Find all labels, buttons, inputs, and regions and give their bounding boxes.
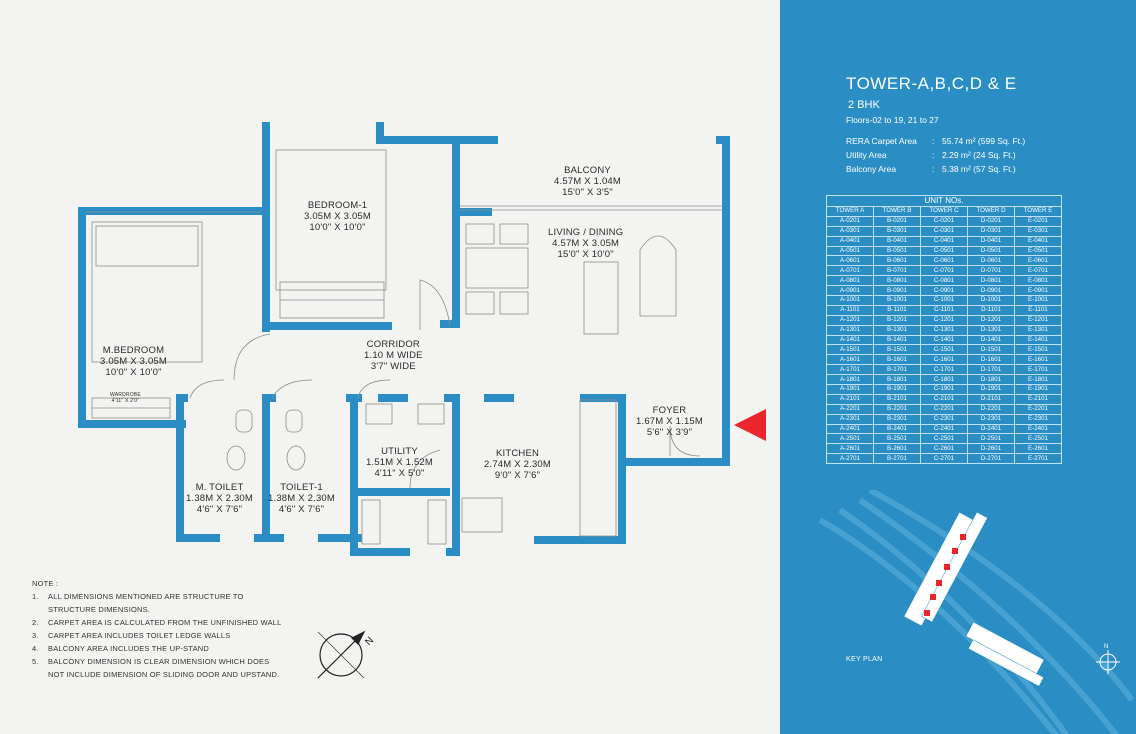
table-cell: C-0301 (921, 226, 968, 236)
table-cell: B-1701 (874, 365, 921, 375)
table-cell: C-2301 (921, 414, 968, 424)
table-cell: C-1301 (921, 325, 968, 335)
table-row (827, 315, 1062, 325)
key-plan-north-icon (1096, 650, 1120, 674)
key-plan-label: KEY PLAN (846, 656, 883, 663)
table-cell: D-1201 (968, 315, 1015, 325)
table-cell: B-1801 (874, 375, 921, 385)
table-cell: B-1901 (874, 385, 921, 395)
kitchen-label: KITCHEN 2.74M X 2.30M 9'0" X 7'6" (484, 448, 552, 481)
key-plan-north-label: N (1104, 644, 1109, 650)
table-cell: C-0801 (921, 276, 968, 286)
table-cell: A-1501 (827, 345, 874, 355)
table-cell: B-1601 (874, 355, 921, 365)
table-cell: B-0201 (874, 216, 921, 226)
table-cell: E-1301 (1015, 325, 1062, 335)
table-cell: A-1201 (827, 315, 874, 325)
floors-label: Floors-02 to 19, 21 to 27 (846, 115, 939, 125)
table-row (827, 286, 1062, 296)
table-row (827, 325, 1062, 335)
table-cell: C-0201 (921, 216, 968, 226)
table-cell: C-0601 (921, 256, 968, 266)
table-cell: A-1301 (827, 325, 874, 335)
table-cell: D-2101 (968, 394, 1015, 404)
table-cell: D-1401 (968, 335, 1015, 345)
table-cell: A-0301 (827, 226, 874, 236)
table-row (827, 414, 1062, 424)
table-row (827, 266, 1062, 276)
table-cell: C-2601 (921, 444, 968, 454)
table-header-cell: TOWER D (968, 207, 1015, 217)
table-cell: A-0501 (827, 246, 874, 256)
table-cell: D-1301 (968, 325, 1015, 335)
table-cell: D-0401 (968, 236, 1015, 246)
table-caption: UNIT NOs. (827, 196, 1062, 207)
table-cell: C-2501 (921, 434, 968, 444)
table-cell: E-0401 (1015, 236, 1062, 246)
table-cell: D-0601 (968, 256, 1015, 266)
table-cell: E-1401 (1015, 335, 1062, 345)
table-cell: D-2601 (968, 444, 1015, 454)
table-cell: D-0201 (968, 216, 1015, 226)
table-cell: B-0301 (874, 226, 921, 236)
table-cell: B-0701 (874, 266, 921, 276)
table-cell: B-2301 (874, 414, 921, 424)
table-cell: D-0501 (968, 246, 1015, 256)
table-cell: C-1101 (921, 305, 968, 315)
table-cell: E-0301 (1015, 226, 1062, 236)
table-cell: A-2501 (827, 434, 874, 444)
foyer-label: FOYER 1.67M X 1.15M 5'6" X 3'9" (636, 405, 704, 438)
table-row (827, 236, 1062, 246)
table-cell: E-2301 (1015, 414, 1062, 424)
key-plan-drawing (780, 490, 1136, 734)
table-cell: B-0901 (874, 286, 921, 296)
table-cell: D-1601 (968, 355, 1015, 365)
table-cell: E-2701 (1015, 454, 1062, 464)
table-cell: E-1801 (1015, 375, 1062, 385)
table-cell: D-2501 (968, 434, 1015, 444)
table-cell: D-2301 (968, 414, 1015, 424)
table-row (827, 394, 1062, 404)
bedroom1-label: BEDROOM-1 3.05M X 3.05M 10'0" X 10'0" (304, 200, 372, 233)
table-cell: A-0701 (827, 266, 874, 276)
table-cell: A-1701 (827, 365, 874, 375)
table-cell: E-0901 (1015, 286, 1062, 296)
table-cell: A-0901 (827, 286, 874, 296)
area-row-balcony: Balcony Area : 5.38 m² (57 Sq. Ft.) (846, 164, 1016, 174)
table-cell: B-1401 (874, 335, 921, 345)
table-cell: E-2401 (1015, 424, 1062, 434)
table-cell: B-2601 (874, 444, 921, 454)
table-header-cell: TOWER A (827, 207, 874, 217)
table-cell: A-1101 (827, 305, 874, 315)
table-cell: C-2401 (921, 424, 968, 434)
table-cell: C-0901 (921, 286, 968, 296)
table-cell: A-0801 (827, 276, 874, 286)
table-cell: B-0401 (874, 236, 921, 246)
table-cell: E-0201 (1015, 216, 1062, 226)
table-cell: C-1601 (921, 355, 968, 365)
table-cell: A-0201 (827, 216, 874, 226)
table-cell: A-1601 (827, 355, 874, 365)
table-cell: A-2201 (827, 404, 874, 414)
table-cell: E-1601 (1015, 355, 1062, 365)
note-item: 2. CARPET AREA IS CALCULATED FROM THE UNFINISHED WALL (32, 618, 282, 627)
table-cell: D-2401 (968, 424, 1015, 434)
toilet1-label: TOILET-1 1.38M X 2.30M 4'6" X 7'6" (268, 482, 336, 515)
table-row (827, 305, 1062, 315)
table-row (827, 385, 1062, 395)
table-cell: D-1901 (968, 385, 1015, 395)
note-item: 4. BALCONY AREA INCLUDES THE UP-STAND (32, 644, 210, 653)
table-cell: D-1701 (968, 365, 1015, 375)
table-cell: B-1101 (874, 305, 921, 315)
table-cell: B-0501 (874, 246, 921, 256)
table-cell: A-1001 (827, 296, 874, 306)
table-cell: E-1501 (1015, 345, 1062, 355)
utility-label: UTILITY 1.51M X 1.52M 4'11" X 5'0" (366, 446, 434, 479)
note-item: 1. ALL DIMENSIONS MENTIONED ARE STRUCTURE TO (32, 592, 244, 601)
compass-north-label: N (363, 635, 377, 648)
wardrobe-label: WARDROBE 4'11" X 2'0" (110, 392, 141, 404)
table-cell: B-1301 (874, 325, 921, 335)
table-row (827, 296, 1062, 306)
table-cell: A-1801 (827, 375, 874, 385)
bhk-label: 2 BHK (848, 99, 880, 111)
table-cell: D-0801 (968, 276, 1015, 286)
table-cell: E-1901 (1015, 385, 1062, 395)
table-cell: C-0501 (921, 246, 968, 256)
note-item: 5. BALCONY DIMENSION IS CLEAR DIMENSION WHICH DOES (32, 657, 270, 666)
table-cell: C-0401 (921, 236, 968, 246)
table-cell: A-1401 (827, 335, 874, 345)
table-cell: B-1201 (874, 315, 921, 325)
table-cell: D-1501 (968, 345, 1015, 355)
table-row (827, 246, 1062, 256)
table-header-cell: TOWER C (921, 207, 968, 217)
table-cell: C-0701 (921, 266, 968, 276)
table-cell: B-0801 (874, 276, 921, 286)
table-cell: B-2701 (874, 454, 921, 464)
unit-numbers-table (826, 195, 1062, 464)
table-cell: D-2201 (968, 404, 1015, 414)
master-bedroom-label: M.BEDROOM 3.05M X 3.05M 10'0" X 10'0" (100, 345, 168, 378)
table-header-cell: TOWER B (874, 207, 921, 217)
table-cell: A-2401 (827, 424, 874, 434)
table-cell: C-2701 (921, 454, 968, 464)
table-cell: E-0601 (1015, 256, 1062, 266)
table-cell: E-1701 (1015, 365, 1062, 375)
corridor-label: CORRIDOR 1.10 M WIDE 3'7" WIDE (364, 339, 423, 372)
table-cell: E-0501 (1015, 246, 1062, 256)
table-cell: D-1801 (968, 375, 1015, 385)
table-cell: C-2201 (921, 404, 968, 414)
compass-icon (318, 632, 364, 678)
table-cell: B-2201 (874, 404, 921, 414)
table-header-cell: TOWER E (1015, 207, 1062, 217)
table-cell: B-2501 (874, 434, 921, 444)
table-row (827, 434, 1062, 444)
table-cell: E-2101 (1015, 394, 1062, 404)
info-panel (780, 0, 1136, 734)
table-cell: D-1101 (968, 305, 1015, 315)
tower-title: TOWER-A,B,C,D & E (846, 74, 1017, 93)
master-toilet-label: M. TOILET 1.38M X 2.30M 4'6" X 7'6" (186, 482, 254, 515)
table-cell: B-0601 (874, 256, 921, 266)
table-cell: C-1501 (921, 345, 968, 355)
table-row (827, 216, 1062, 226)
table-row (827, 365, 1062, 375)
table-header-row (827, 207, 1062, 217)
table-cell: C-1801 (921, 375, 968, 385)
table-cell: D-0901 (968, 286, 1015, 296)
key-plan-buildings (904, 512, 1044, 686)
table-cell: C-1001 (921, 296, 968, 306)
note-item: 3. CARPET AREA INCLUDES TOILET LEDGE WALLS (32, 631, 231, 640)
living-dining-label: LIVING / DINING 4.57M X 3.05M 15'0" X 10'0" (548, 227, 624, 260)
table-cell: E-0801 (1015, 276, 1062, 286)
table-cell: E-2501 (1015, 434, 1062, 444)
table-cell: A-2701 (827, 454, 874, 464)
table-row (827, 276, 1062, 286)
table-row (827, 355, 1062, 365)
table-cell: E-2601 (1015, 444, 1062, 454)
table-cell: D-2701 (968, 454, 1015, 464)
table-row (827, 404, 1062, 414)
table-cell: C-1201 (921, 315, 968, 325)
table-cell: A-2101 (827, 394, 874, 404)
table-cell: D-0701 (968, 266, 1015, 276)
balcony-label: BALCONY 4.57M X 1.04M 15'0" X 3'5" (554, 165, 622, 198)
table-row (827, 444, 1062, 454)
entrance-arrow-icon (734, 409, 766, 441)
table-row (827, 256, 1062, 266)
table-cell: A-1901 (827, 385, 874, 395)
table-cell: B-2101 (874, 394, 921, 404)
table-cell: C-2101 (921, 394, 968, 404)
table-row (827, 375, 1062, 385)
table-cell: C-1401 (921, 335, 968, 345)
table-cell: A-2301 (827, 414, 874, 424)
table-row (827, 335, 1062, 345)
note-item: STRUCTURE DIMENSIONS. (48, 605, 151, 614)
table-cell: A-0401 (827, 236, 874, 246)
table-cell: A-0601 (827, 256, 874, 266)
area-row-utility: Utility Area : 2.29 m² (24 Sq. Ft.) (846, 150, 1016, 160)
table-row (827, 424, 1062, 434)
table-cell: E-1201 (1015, 315, 1062, 325)
table-cell: E-1001 (1015, 296, 1062, 306)
table-row (827, 226, 1062, 236)
table-cell: D-1001 (968, 296, 1015, 306)
table-cell: A-2601 (827, 444, 874, 454)
table-cell: B-1001 (874, 296, 921, 306)
table-cell: B-2401 (874, 424, 921, 434)
table-cell: E-0701 (1015, 266, 1062, 276)
table-cell: B-1501 (874, 345, 921, 355)
table-cell: E-2201 (1015, 404, 1062, 414)
table-cell: C-1701 (921, 365, 968, 375)
notes-block (32, 577, 282, 681)
notes-heading: NOTE : (32, 579, 59, 588)
table-row (827, 345, 1062, 355)
table-cell: C-1901 (921, 385, 968, 395)
table-row (827, 454, 1062, 464)
area-row-carpet: RERA Carpet Area : 55.74 m² (599 Sq. Ft.) (846, 136, 1026, 146)
note-item: NOT INCLUDE DIMENSION OF SLIDING DOOR AND UPSTAND. (48, 670, 280, 679)
table-cell: D-0301 (968, 226, 1015, 236)
table-cell: E-1101 (1015, 305, 1062, 315)
